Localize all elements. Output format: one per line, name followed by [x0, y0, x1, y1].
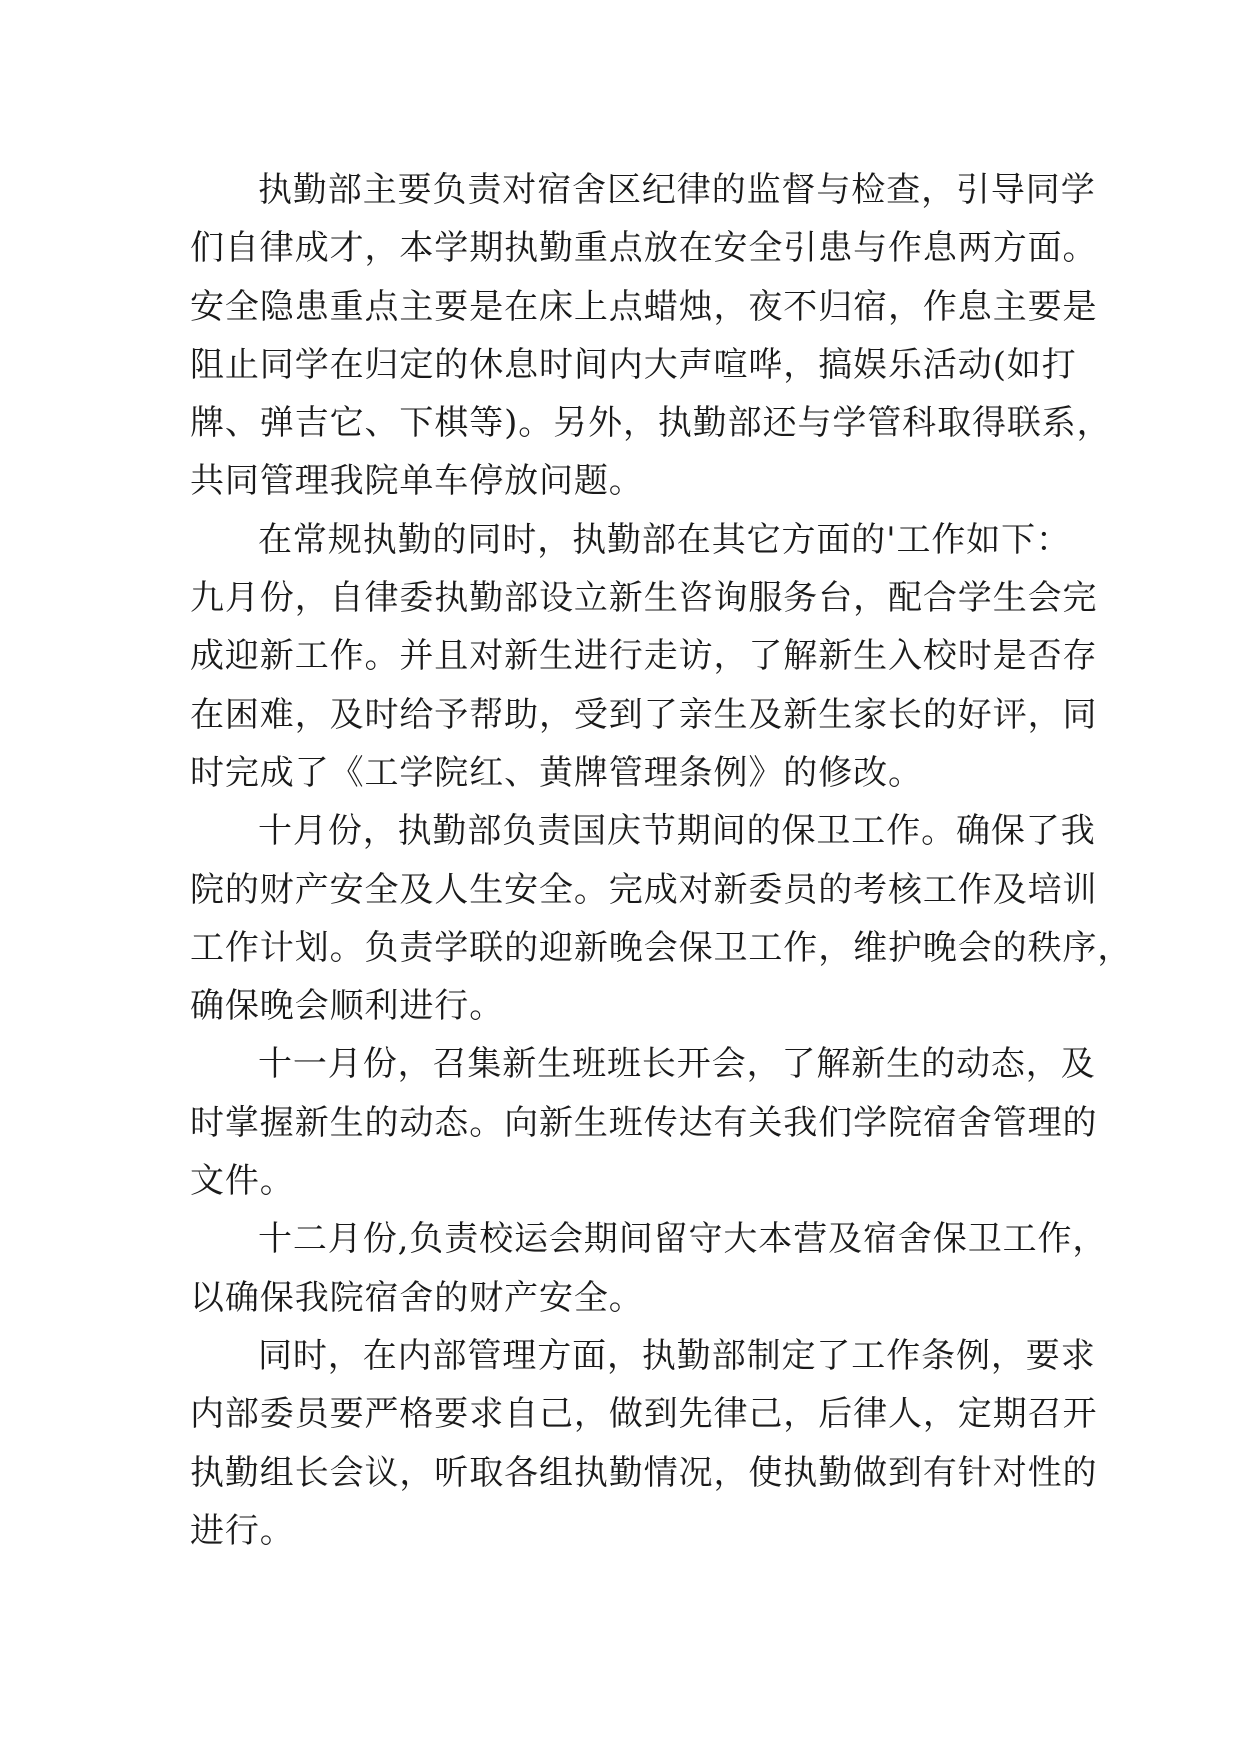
text-line: 执勤部主要负责对宿舍区纪律的监督与检查，引导同学: [258, 170, 1096, 210]
text-line: 在困难，及时给予帮助，受到了亲生及新生家长的好评，同: [190, 694, 1098, 735]
document-body: [190, 161, 1133, 1560]
text-line: 十二月份,负责校运会期间留守大本营及宿舍保卫工作，: [258, 1219, 1108, 1260]
text-line: 内部委员要严格要求自己，做到先律己，后律人，定期召开: [190, 1394, 1098, 1435]
text-line: 执勤组长会议，听取各组执勤情况，使执勤做到有针对性的: [190, 1452, 1098, 1493]
text-line: 十一月份，召集新生班班长开会，了解新生的动态，及: [258, 1044, 1096, 1085]
text-line: 安全隐患重点主要是在床上点蜡烛，夜不归宿，作息主要是: [190, 286, 1098, 327]
text-line: 们自律成才，本学期执勤重点放在安全引患与作息两方面。: [190, 228, 1098, 269]
text-line: 成迎新工作。并且对新生进行走访，了解新生入校时是否存: [190, 636, 1098, 677]
text-line: 文件。: [190, 1161, 295, 1202]
text-line: 在常规执勤的同时，执勤部在其它方面的'工作如下：: [258, 519, 1071, 560]
text-line: 牌、弹吉它、下棋等)。另外，执勤部还与学管科取得联系，: [190, 403, 1112, 444]
text-line: 时完成了《工学院红、黄牌管理条例》的修改。: [190, 752, 923, 793]
text-line: 时掌握新生的动态。向新生班传达有关我们学院宿舍管理的: [190, 1102, 1098, 1143]
text-line: 同时，在内部管理方面，执勤部制定了工作条例，要求: [258, 1335, 1096, 1376]
text-line: 进行。: [190, 1510, 295, 1551]
text-line: 院的财产安全及人生安全。完成对新委员的考核工作及培训: [190, 869, 1098, 910]
text-line: 确保晚会顺利进行。: [190, 986, 505, 1027]
text-line: 九月份，自律委执勤部设立新生咨询服务台，配合学生会完: [190, 578, 1098, 619]
text-line: 十月份，执勤部负责国庆节期间的保卫工作。确保了我: [258, 811, 1096, 852]
text-line: 阻止同学在归定的休息时间内大声喧哗，搞娱乐活动(如打: [190, 344, 1077, 385]
text-line: 以确保我院宿舍的财产安全。: [190, 1277, 644, 1318]
text-line: 工作计划。负责学联的迎新晚会保卫工作，维护晚会的秩序，: [190, 927, 1133, 968]
text-line: 共同管理我院单车停放问题。: [190, 461, 644, 502]
